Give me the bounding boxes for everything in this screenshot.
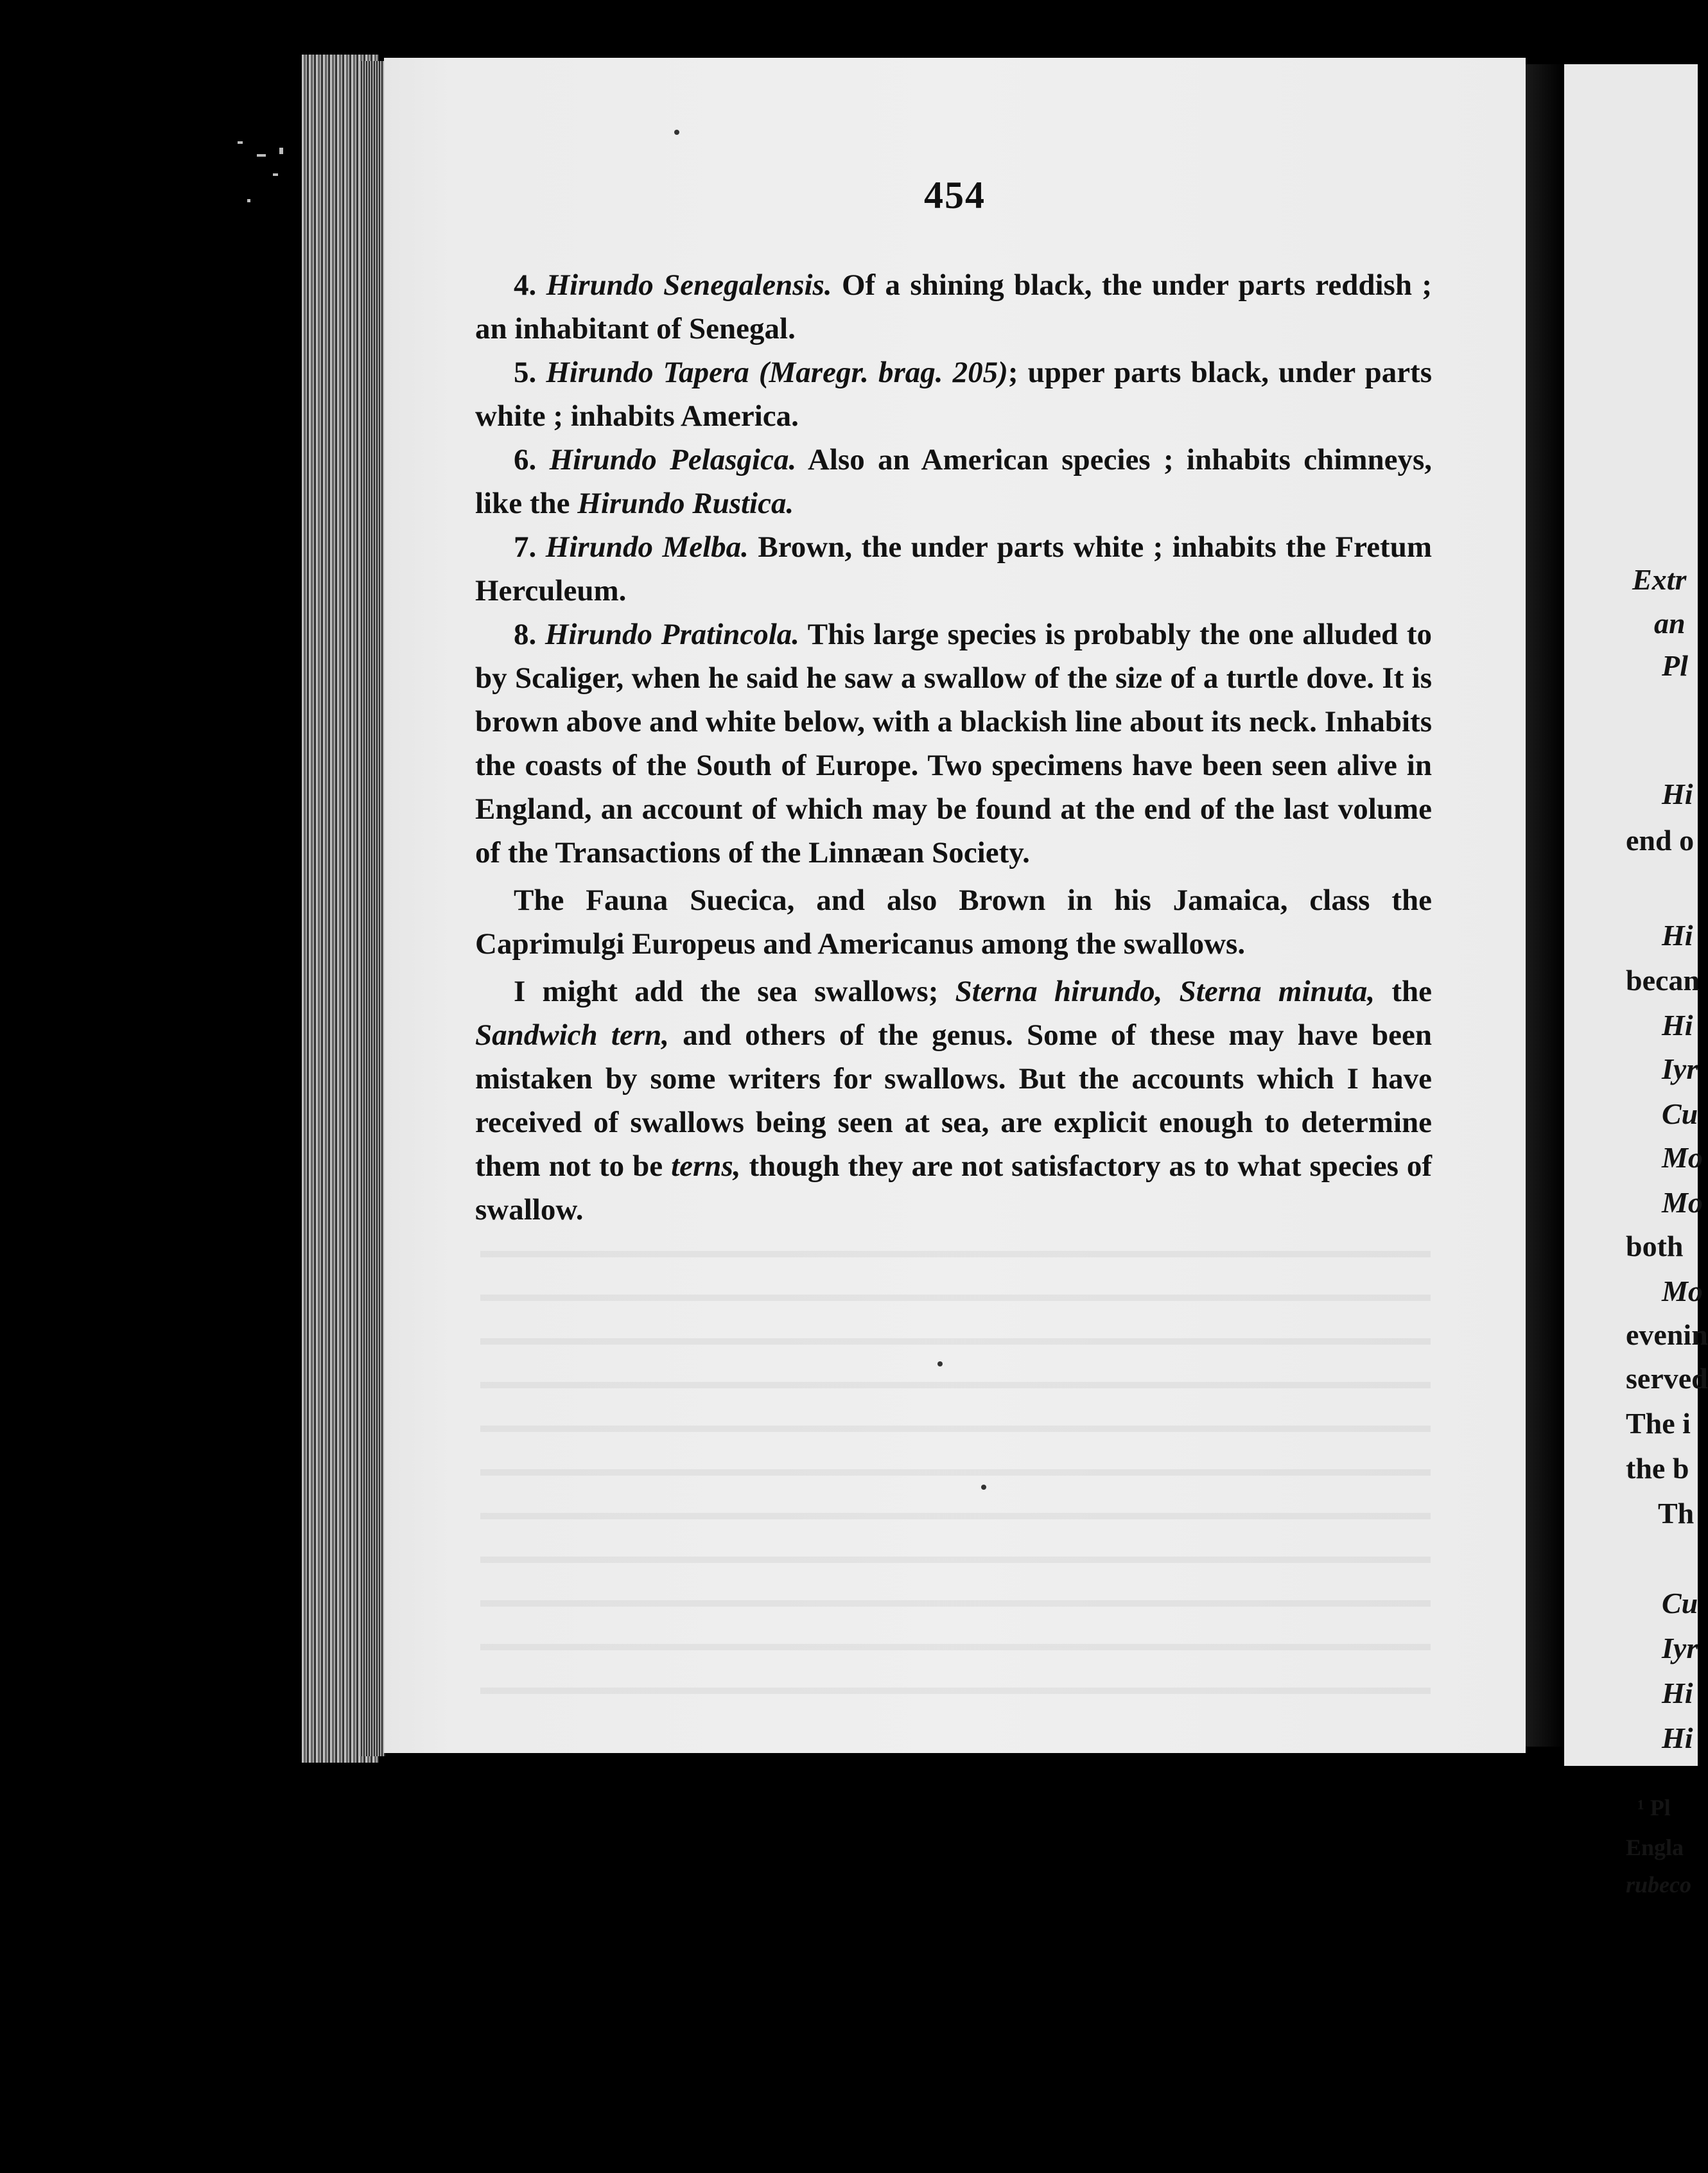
facing-line: The i bbox=[1626, 1407, 1691, 1440]
item-description: Brown, the under parts white ; inhabits the Fretum Herculeum. bbox=[475, 530, 1433, 607]
facing-line: Mo bbox=[1662, 1275, 1703, 1307]
species-name: Sterna hirundo, bbox=[955, 975, 1163, 1008]
facing-line: evenin bbox=[1626, 1318, 1708, 1351]
page-body bbox=[475, 263, 1432, 1232]
text-run: the bbox=[1375, 975, 1433, 1008]
text-run bbox=[1162, 975, 1179, 1008]
facing-line: Cu bbox=[1662, 1587, 1698, 1619]
species-name: Hirundo Pratincola. bbox=[545, 618, 800, 651]
facing-footnote: Engla bbox=[1626, 1835, 1684, 1860]
facing-line: served bbox=[1626, 1362, 1708, 1395]
item-description: ; upper parts black, under parts white ; inhabits America. bbox=[475, 356, 1432, 433]
speck bbox=[981, 1485, 986, 1490]
facing-footnote: ¹ Pl bbox=[1637, 1795, 1671, 1820]
species-name: Sandwich tern, bbox=[475, 1018, 670, 1052]
item-number: 5. bbox=[514, 356, 537, 389]
item-description: Of a shining black, the under parts reddish ; an inhabitant of Senegal. bbox=[475, 268, 1432, 345]
list-item bbox=[475, 438, 1432, 525]
facing-line: Th bbox=[1658, 1497, 1695, 1530]
list-item bbox=[475, 525, 1432, 613]
facing-line: Pl bbox=[1662, 649, 1688, 682]
right-page-fragment bbox=[1564, 64, 1708, 1898]
item-number: 8. bbox=[514, 618, 537, 651]
list-item bbox=[475, 613, 1432, 875]
item-number: 6. bbox=[514, 443, 537, 476]
speck bbox=[937, 1361, 943, 1366]
facing-line: Hi bbox=[1662, 1009, 1693, 1042]
species-name: Hirundo Tapera (Maregr. brag. 205) bbox=[546, 356, 1008, 389]
species-name: Hirundo Melba. bbox=[545, 530, 749, 564]
facing-line: both bbox=[1626, 1230, 1684, 1262]
facing-line: Mo bbox=[1662, 1186, 1703, 1219]
show-through-text bbox=[480, 1226, 1431, 1715]
species-name: terns, bbox=[671, 1149, 741, 1183]
species-name: Hirundo Rustica. bbox=[577, 487, 794, 520]
facing-line: Iyr bbox=[1662, 1632, 1698, 1664]
text-run: though they are not satisfactory as to what species of swallow. bbox=[475, 1149, 1432, 1226]
list-item bbox=[475, 263, 1432, 351]
list-item bbox=[475, 351, 1432, 438]
facing-line: Hi bbox=[1662, 1677, 1693, 1709]
paragraph-sea-swallows bbox=[475, 970, 1432, 1232]
facing-line: Hi bbox=[1662, 778, 1693, 810]
item-number: 7. bbox=[514, 530, 537, 564]
text-run: I might add the sea swallows; bbox=[514, 975, 955, 1008]
facing-line: Iyr bbox=[1662, 1052, 1698, 1085]
facing-line: Hi bbox=[1662, 919, 1693, 952]
facing-line: becan bbox=[1626, 964, 1700, 997]
spine-specks bbox=[218, 128, 295, 225]
facing-line: Mo bbox=[1662, 1141, 1703, 1174]
facing-line: end o bbox=[1626, 824, 1695, 857]
facing-line: Extr bbox=[1632, 563, 1687, 596]
facing-line: Hi bbox=[1662, 1722, 1693, 1754]
facing-line: the b bbox=[1626, 1452, 1689, 1485]
text-run: and others of the genus. Some of these may have been mistaken by some writers for swallows. But the accounts which I have received of swallows being seen at sea, are explicit enough to determine them not to be bbox=[475, 1018, 1432, 1183]
paragraph-fauna: The Fauna Suecica, and also Brown in his Jamaica, class the Caprimulgi Europeus and Americanus among the swallows. bbox=[475, 884, 1432, 961]
facing-footnote: rubeco bbox=[1626, 1872, 1691, 1898]
item-description: This large species is probably the one alluded to by Scaliger, when he said he saw a swallow of the size of a turtle dove. It is brown above and white below, with a blackish line about its neck. Inhabits the coasts of the South of Europe. Two specimens have been seen alive in England, an account of which may be found at the end of the last volume of the Transactions of the Linnæan Society. bbox=[475, 618, 1433, 869]
facing-line: Cu bbox=[1662, 1097, 1698, 1130]
facing-line: an bbox=[1654, 607, 1686, 640]
left-page bbox=[384, 58, 1526, 1753]
species-name: Hirundo Pelasgica. bbox=[549, 443, 797, 476]
speck bbox=[674, 130, 679, 135]
item-number: 4. bbox=[514, 268, 537, 302]
species-name: Sterna minuta, bbox=[1179, 975, 1375, 1008]
book-gutter bbox=[1526, 64, 1564, 1747]
book-page-edges-inner bbox=[360, 61, 385, 1756]
page-number: 454 bbox=[924, 174, 986, 216]
species-name: Hirundo Senegalensis. bbox=[546, 268, 832, 302]
item-description: Also an American species ; inhabits chimneys, like the bbox=[475, 443, 1433, 520]
